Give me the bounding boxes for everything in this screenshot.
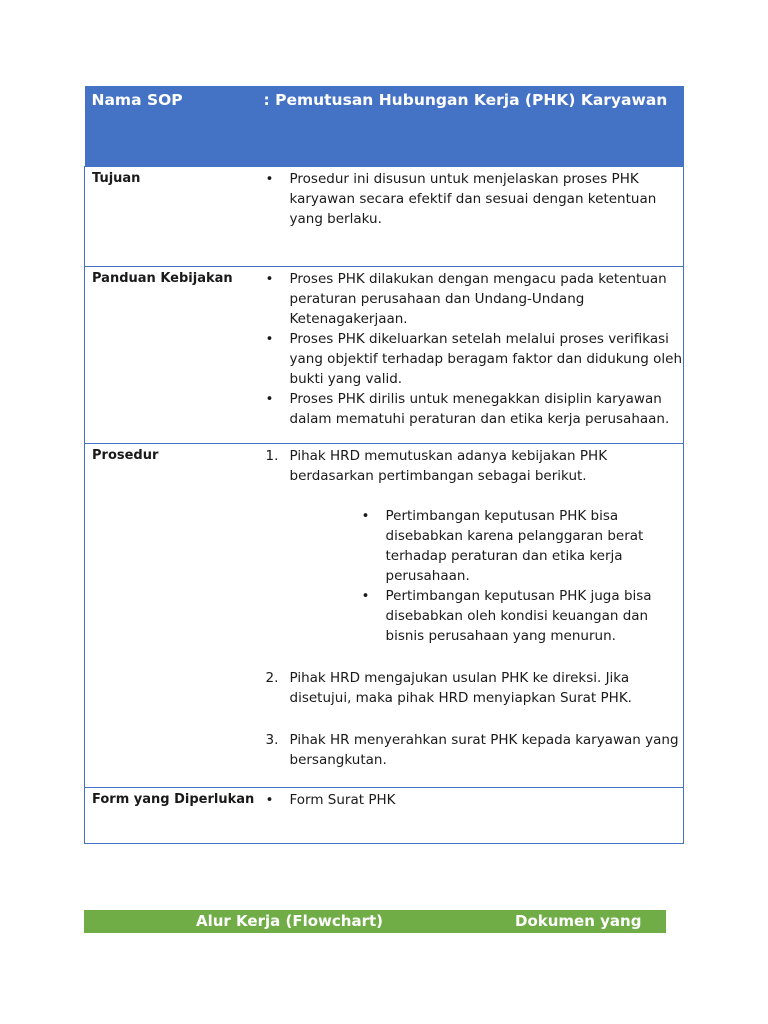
- form-label: Form yang Diperlukan: [85, 788, 264, 844]
- row-form: [85, 788, 684, 844]
- list-item: • Proses PHK dirilis untuk menegakkan disiplin karyawan dalam mematuhi peraturan dan etika kerja perusahaan.: [264, 389, 684, 429]
- sop-header-row: [85, 86, 684, 167]
- sop-table: [84, 86, 684, 844]
- prosedur-label: Prosedur: [85, 444, 264, 788]
- step-number: 1.: [265, 448, 279, 464]
- row-prosedur: [85, 444, 684, 788]
- list-item: • Proses PHK dilakukan dengan mengacu pada ketentuan peraturan perusahaan dan Undang-Undang Ketenagakerjaan.: [264, 269, 684, 329]
- step-number: 2.: [265, 670, 279, 686]
- sub-item: • Pertimbangan keputusan PHK juga bisa disebabkan oleh kondisi keuangan dan bisnis perusahaan yang menurun.: [360, 586, 684, 646]
- row-panduan: [85, 267, 684, 444]
- step-1-sublist: [360, 506, 684, 646]
- step-3: [264, 730, 684, 770]
- step-text: Pihak HRD mengajukan usulan PHK ke direksi. Jika disetujui, maka pihak HRD menyiapkan Surat PHK.: [289, 670, 632, 706]
- flowchart-column-title: Alur Kerja (Flowchart): [196, 912, 383, 930]
- prosedur-steps: [264, 446, 684, 770]
- sub-item: • Pertimbangan keputusan PHK bisa disebabkan karena pelanggaran berat terhadap peraturan dan etika kerja perusahaan.: [360, 506, 684, 586]
- flow-header-bar: [84, 910, 666, 933]
- sop-title: : Pemutusan Hubungan Kerja (PHK) Karyawan: [264, 86, 684, 167]
- panduan-label: Panduan Kebijakan: [85, 267, 264, 444]
- step-1: [264, 446, 684, 646]
- panduan-list: [264, 269, 684, 429]
- tujuan-label: Tujuan: [85, 167, 264, 267]
- step-text: Pihak HR menyerahkan surat PHK kepada karyawan yang bersangkutan.: [289, 732, 679, 768]
- list-item: • Proses PHK dikeluarkan setelah melalui proses verifikasi yang objektif terhadap beragam faktor dan didukung oleh bukti yang valid.: [264, 329, 684, 389]
- step-number: 3.: [265, 732, 279, 748]
- sop-name-label: Nama SOP: [85, 86, 264, 167]
- list-item: • Form Surat PHK: [264, 790, 684, 810]
- tujuan-list: [264, 169, 684, 229]
- step-text: Pihak HRD memutuskan adanya kebijakan PHK berdasarkan pertimbangan sebagai berikut.: [289, 448, 608, 484]
- row-tujuan: [85, 167, 684, 267]
- step-2: [264, 668, 684, 708]
- documents-column-title: Dokumen yang: [515, 912, 642, 930]
- list-item: • Prosedur ini disusun untuk menjelaskan proses PHK karyawan secara efektif dan sesuai dengan ketentuan yang berlaku.: [264, 169, 684, 229]
- form-list: [264, 790, 684, 810]
